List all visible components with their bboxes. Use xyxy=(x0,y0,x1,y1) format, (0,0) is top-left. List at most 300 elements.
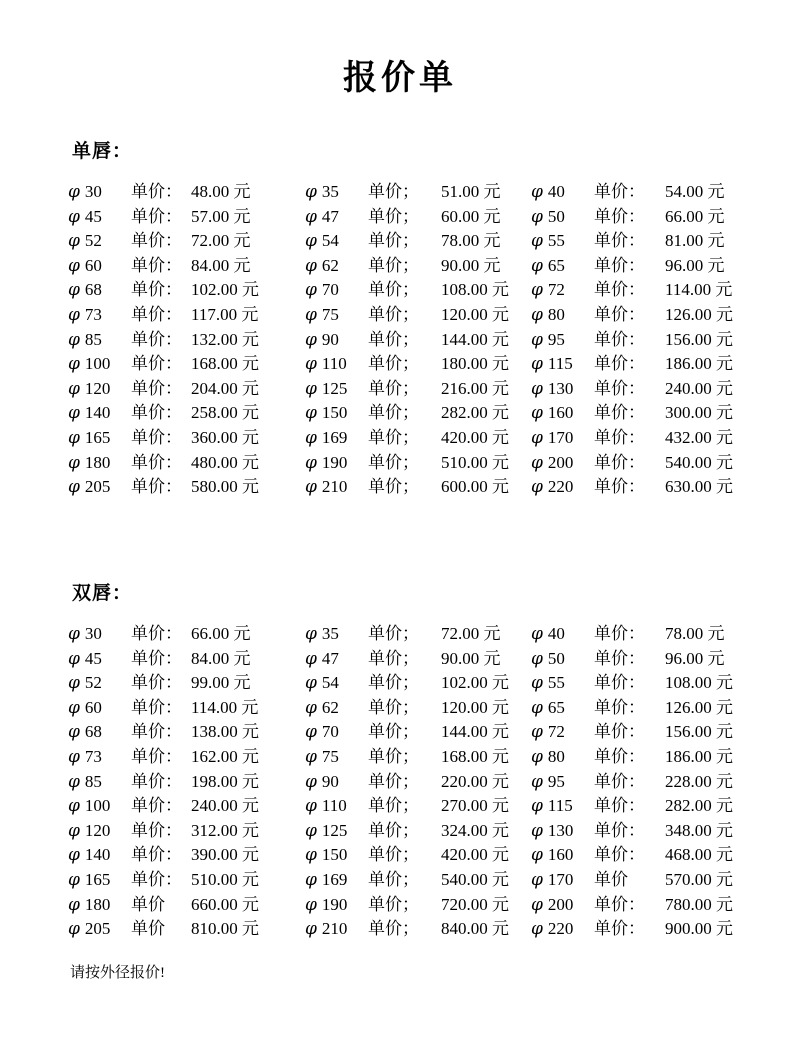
price-cell xyxy=(68,917,305,942)
diameter xyxy=(305,868,368,893)
price-cell xyxy=(531,377,770,402)
price-value: 72.00 元 xyxy=(191,231,251,251)
diameter xyxy=(68,205,131,230)
price-cell xyxy=(305,696,531,721)
phi-diameter-symbol: φ xyxy=(68,280,80,301)
price-cell xyxy=(305,401,531,426)
diameter xyxy=(68,303,131,328)
diameter xyxy=(531,377,594,402)
price-cell xyxy=(305,720,531,745)
unit-price-label: 单价； xyxy=(368,845,419,865)
section-heading-double-lip: 双唇： xyxy=(72,583,133,604)
diameter xyxy=(68,843,131,868)
price-cell xyxy=(305,426,531,451)
price-cell xyxy=(305,647,531,672)
price-row xyxy=(68,720,770,745)
price-value: 630.00 元 xyxy=(665,477,733,497)
diameter xyxy=(305,426,368,451)
diameter xyxy=(68,770,131,795)
phi-diameter-symbol: φ xyxy=(68,796,80,817)
price-value: 660.00 元 xyxy=(191,894,259,914)
diameter-value: 45 xyxy=(84,648,102,668)
price-cell xyxy=(68,180,305,205)
phi-diameter-symbol: φ xyxy=(68,869,80,890)
unit-price-label: 单价： xyxy=(131,231,182,251)
price-cell xyxy=(531,451,770,476)
price-value: 510.00 元 xyxy=(441,452,509,472)
phi-diameter-symbol: φ xyxy=(531,231,543,252)
price-cell xyxy=(305,819,531,844)
diameter xyxy=(531,352,594,377)
diameter-value: 47 xyxy=(321,648,339,668)
price-value: 108.00 元 xyxy=(665,673,733,693)
price-value: 132.00 元 xyxy=(191,329,259,349)
price-value: 198.00 元 xyxy=(191,771,259,791)
price-list-single-lip xyxy=(68,180,770,500)
price-cell xyxy=(68,819,305,844)
price-cell xyxy=(305,254,531,279)
price-row xyxy=(68,278,770,303)
diameter-value: 205 xyxy=(84,477,111,497)
unit-price-label: 单价； xyxy=(368,378,419,398)
diameter-value: 200 xyxy=(547,894,574,914)
diameter-value: 150 xyxy=(321,403,348,423)
diameter-value: 220 xyxy=(547,919,574,939)
price-cell xyxy=(68,278,305,303)
unit-price-label: 单价； xyxy=(368,894,419,914)
phi-diameter-symbol: φ xyxy=(305,403,317,424)
price-cell xyxy=(531,794,770,819)
phi-diameter-symbol: φ xyxy=(68,182,80,202)
phi-diameter-symbol: φ xyxy=(531,452,543,473)
phi-diameter-symbol: φ xyxy=(305,452,317,473)
phi-diameter-symbol: φ xyxy=(305,894,317,915)
price-value: 186.00 元 xyxy=(665,354,733,374)
phi-diameter-symbol: φ xyxy=(68,255,80,276)
diameter xyxy=(531,720,594,745)
unit-price-label: 单价： xyxy=(594,255,645,275)
phi-diameter-symbol: φ xyxy=(305,206,317,227)
diameter xyxy=(68,622,131,647)
phi-diameter-symbol: φ xyxy=(305,477,317,498)
diameter-value: 180 xyxy=(84,452,111,472)
price-value: 240.00 元 xyxy=(191,796,259,816)
diameter xyxy=(305,622,368,647)
price-row xyxy=(68,451,770,476)
price-cell xyxy=(68,205,305,230)
diameter-value: 55 xyxy=(547,673,565,693)
price-cell xyxy=(305,893,531,918)
price-row xyxy=(68,180,770,205)
diameter xyxy=(68,868,131,893)
price-value: 220.00 元 xyxy=(441,771,509,791)
diameter xyxy=(68,720,131,745)
unit-price-label: 单价： xyxy=(131,477,182,497)
diameter-value: 40 xyxy=(547,182,565,201)
price-row xyxy=(68,205,770,230)
price-cell xyxy=(531,696,770,721)
price-cell xyxy=(68,647,305,672)
price-value: 540.00 元 xyxy=(441,869,509,889)
phi-diameter-symbol: φ xyxy=(531,403,543,424)
phi-diameter-symbol: φ xyxy=(531,722,543,743)
unit-price-label: 单价： xyxy=(131,304,182,324)
diameter xyxy=(305,328,368,353)
phi-diameter-symbol: φ xyxy=(531,894,543,915)
diameter xyxy=(305,917,368,942)
price-cell xyxy=(305,303,531,328)
unit-price-label: 单价； xyxy=(368,427,419,447)
unit-price-label: 单价； xyxy=(368,354,419,374)
diameter-value: 130 xyxy=(547,820,574,840)
diameter-value: 75 xyxy=(321,746,339,766)
diameter-value: 190 xyxy=(321,452,348,472)
price-value: 390.00 元 xyxy=(191,845,259,865)
unit-price-label: 单价： xyxy=(594,427,645,447)
diameter-value: 115 xyxy=(547,354,573,374)
phi-diameter-symbol: φ xyxy=(531,182,543,202)
unit-price-label: 单价： xyxy=(131,427,182,447)
price-value: 204.00 元 xyxy=(191,378,259,398)
unit-price-label: 单价： xyxy=(594,329,645,349)
phi-diameter-symbol: φ xyxy=(531,919,543,940)
diameter-value: 73 xyxy=(84,746,102,766)
price-cell xyxy=(305,451,531,476)
price-cell xyxy=(68,720,305,745)
unit-price-label: 单价； xyxy=(368,869,419,889)
diameter-value: 52 xyxy=(84,673,102,693)
unit-price-label: 单价： xyxy=(131,182,182,201)
phi-diameter-symbol: φ xyxy=(68,624,80,644)
price-value: 66.00 元 xyxy=(191,624,251,643)
unit-price-label: 单价： xyxy=(594,919,645,939)
diameter-value: 115 xyxy=(547,796,573,816)
unit-price-label: 单价： xyxy=(131,648,182,668)
price-cell xyxy=(531,720,770,745)
unit-price-label: 单价： xyxy=(131,673,182,693)
diameter xyxy=(531,647,594,672)
diameter-value: 85 xyxy=(84,771,102,791)
diameter-value: 55 xyxy=(547,231,565,251)
unit-price-label: 单价 xyxy=(594,869,628,889)
price-cell xyxy=(305,475,531,500)
unit-price-label: 单价： xyxy=(131,255,182,275)
diameter-value: 85 xyxy=(84,329,102,349)
diameter-value: 165 xyxy=(84,869,111,889)
phi-diameter-symbol: φ xyxy=(305,304,317,325)
phi-diameter-symbol: φ xyxy=(305,427,317,448)
diameter-value: 75 xyxy=(321,304,339,324)
phi-diameter-symbol: φ xyxy=(305,255,317,276)
price-value: 258.00 元 xyxy=(191,403,259,423)
price-cell xyxy=(68,622,305,647)
phi-diameter-symbol: φ xyxy=(531,427,543,448)
price-value: 480.00 元 xyxy=(191,452,259,472)
price-cell xyxy=(531,278,770,303)
diameter xyxy=(531,770,594,795)
diameter-value: 47 xyxy=(321,206,339,226)
diameter xyxy=(305,229,368,254)
price-value: 54.00 元 xyxy=(665,182,725,201)
phi-diameter-symbol: φ xyxy=(68,427,80,448)
diameter xyxy=(68,426,131,451)
diameter-value: 50 xyxy=(547,648,565,668)
diameter-value: 100 xyxy=(84,796,111,816)
unit-price-label: 单价： xyxy=(594,796,645,816)
phi-diameter-symbol: φ xyxy=(305,869,317,890)
price-cell xyxy=(68,770,305,795)
unit-price-label: 单价： xyxy=(131,354,182,374)
diameter-value: 125 xyxy=(321,820,348,840)
diameter-value: 50 xyxy=(547,206,565,226)
price-row xyxy=(68,843,770,868)
price-cell xyxy=(305,328,531,353)
price-cell xyxy=(531,229,770,254)
price-cell xyxy=(531,303,770,328)
diameter-value: 100 xyxy=(84,354,111,374)
diameter-value: 65 xyxy=(547,255,565,275)
price-cell xyxy=(68,671,305,696)
diameter xyxy=(531,401,594,426)
price-cell xyxy=(531,745,770,770)
price-cell xyxy=(305,917,531,942)
price-value: 114.00 元 xyxy=(665,280,733,300)
unit-price-label: 单价； xyxy=(368,182,419,201)
unit-price-label: 单价： xyxy=(131,771,182,791)
phi-diameter-symbol: φ xyxy=(531,697,543,718)
diameter-value: 40 xyxy=(547,624,565,643)
price-cell xyxy=(68,794,305,819)
price-row xyxy=(68,770,770,795)
phi-diameter-symbol: φ xyxy=(531,648,543,669)
phi-diameter-symbol: φ xyxy=(305,722,317,743)
phi-diameter-symbol: φ xyxy=(68,820,80,841)
diameter-value: 190 xyxy=(321,894,348,914)
diameter-value: 90 xyxy=(321,771,339,791)
diameter xyxy=(68,352,131,377)
diameter-value: 80 xyxy=(547,746,565,766)
diameter xyxy=(531,819,594,844)
unit-price-label: 单价； xyxy=(368,697,419,717)
price-value: 186.00 元 xyxy=(665,746,733,766)
diameter xyxy=(305,794,368,819)
price-value: 96.00 元 xyxy=(665,648,725,668)
price-cell xyxy=(68,229,305,254)
price-cell xyxy=(68,868,305,893)
unit-price-label: 单价： xyxy=(131,329,182,349)
diameter-value: 130 xyxy=(547,378,574,398)
diameter xyxy=(531,868,594,893)
price-row xyxy=(68,647,770,672)
diameter-value: 170 xyxy=(547,427,574,447)
price-cell xyxy=(68,843,305,868)
price-value: 138.00 元 xyxy=(191,722,259,742)
phi-diameter-symbol: φ xyxy=(68,206,80,227)
price-value: 840.00 元 xyxy=(441,919,509,939)
unit-price-label: 单价： xyxy=(594,771,645,791)
diameter xyxy=(305,377,368,402)
price-row xyxy=(68,352,770,377)
phi-diameter-symbol: φ xyxy=(68,452,80,473)
diameter xyxy=(531,671,594,696)
price-cell xyxy=(531,819,770,844)
diameter xyxy=(531,205,594,230)
diameter xyxy=(305,254,368,279)
price-value: 900.00 元 xyxy=(665,919,733,939)
unit-price-label: 单价： xyxy=(131,378,182,398)
diameter-value: 95 xyxy=(547,771,565,791)
price-cell xyxy=(68,745,305,770)
price-cell xyxy=(531,671,770,696)
diameter xyxy=(531,180,594,205)
unit-price-label: 单价： xyxy=(131,206,182,226)
price-cell xyxy=(305,229,531,254)
diameter xyxy=(305,770,368,795)
diameter-value: 72 xyxy=(547,280,565,300)
diameter-value: 205 xyxy=(84,919,111,939)
price-cell xyxy=(68,426,305,451)
price-value: 57.00 元 xyxy=(191,206,251,226)
price-list-double-lip xyxy=(68,622,770,942)
price-value: 510.00 元 xyxy=(191,869,259,889)
diameter xyxy=(305,352,368,377)
unit-price-label: 单价： xyxy=(594,280,645,300)
price-value: 228.00 元 xyxy=(665,771,733,791)
price-cell xyxy=(68,328,305,353)
price-value: 348.00 元 xyxy=(665,820,733,840)
phi-diameter-symbol: φ xyxy=(68,354,80,375)
unit-price-label: 单价； xyxy=(368,673,419,693)
price-value: 580.00 元 xyxy=(191,477,259,497)
price-row xyxy=(68,868,770,893)
diameter-value: 35 xyxy=(321,182,339,201)
price-value: 324.00 元 xyxy=(441,820,509,840)
diameter xyxy=(305,451,368,476)
unit-price-label: 单价： xyxy=(594,673,645,693)
price-value: 600.00 元 xyxy=(441,477,509,497)
price-cell xyxy=(68,254,305,279)
diameter xyxy=(531,451,594,476)
section-single-lip xyxy=(68,136,770,500)
diameter-value: 125 xyxy=(321,378,348,398)
diameter-value: 52 xyxy=(84,231,102,251)
price-row xyxy=(68,377,770,402)
phi-diameter-symbol: φ xyxy=(305,845,317,866)
diameter xyxy=(305,475,368,500)
price-value: 540.00 元 xyxy=(665,452,733,472)
price-value: 282.00 元 xyxy=(665,796,733,816)
price-value: 78.00 元 xyxy=(441,231,501,251)
phi-diameter-symbol: φ xyxy=(68,648,80,669)
unit-price-label: 单价； xyxy=(368,255,419,275)
unit-price-label: 单价： xyxy=(594,624,645,643)
price-value: 180.00 元 xyxy=(441,354,509,374)
phi-diameter-symbol: φ xyxy=(531,477,543,498)
price-row xyxy=(68,328,770,353)
diameter xyxy=(68,745,131,770)
price-cell xyxy=(531,917,770,942)
price-cell xyxy=(68,352,305,377)
unit-price-label: 单价： xyxy=(131,869,182,889)
price-cell xyxy=(305,745,531,770)
phi-diameter-symbol: φ xyxy=(305,796,317,817)
price-row xyxy=(68,475,770,500)
price-value: 126.00 元 xyxy=(665,697,733,717)
price-cell xyxy=(305,377,531,402)
diameter-value: 45 xyxy=(84,206,102,226)
price-cell xyxy=(531,622,770,647)
phi-diameter-symbol: φ xyxy=(531,673,543,694)
diameter xyxy=(305,205,368,230)
price-row xyxy=(68,622,770,647)
diameter xyxy=(68,475,131,500)
price-cell xyxy=(68,893,305,918)
price-row xyxy=(68,254,770,279)
diameter-value: 90 xyxy=(321,329,339,349)
price-cell xyxy=(68,451,305,476)
diameter-value: 70 xyxy=(321,722,339,742)
diameter xyxy=(305,671,368,696)
price-cell xyxy=(531,328,770,353)
unit-price-label: 单价： xyxy=(131,820,182,840)
unit-price-label: 单价： xyxy=(131,697,182,717)
diameter-value: 120 xyxy=(84,820,111,840)
diameter xyxy=(531,696,594,721)
unit-price-label: 单价： xyxy=(594,477,645,497)
diameter-value: 220 xyxy=(547,477,574,497)
price-value: 84.00 元 xyxy=(191,255,251,275)
footer-note: 请按外径报价! xyxy=(70,965,165,981)
unit-price-label: 单价： xyxy=(594,845,645,865)
price-value: 108.00 元 xyxy=(441,280,509,300)
price-row xyxy=(68,917,770,942)
price-value: 432.00 元 xyxy=(665,427,733,447)
phi-diameter-symbol: φ xyxy=(531,354,543,375)
diameter-value: 80 xyxy=(547,304,565,324)
price-value: 168.00 元 xyxy=(191,354,259,374)
diameter xyxy=(531,328,594,353)
price-value: 720.00 元 xyxy=(441,894,509,914)
diameter xyxy=(305,843,368,868)
price-row xyxy=(68,671,770,696)
diameter-value: 54 xyxy=(321,673,339,693)
price-value: 48.00 元 xyxy=(191,182,251,201)
price-value: 120.00 元 xyxy=(441,697,509,717)
diameter xyxy=(68,451,131,476)
price-row xyxy=(68,426,770,451)
diameter xyxy=(68,229,131,254)
unit-price-label: 单价； xyxy=(368,648,419,668)
diameter xyxy=(305,180,368,205)
diameter xyxy=(531,794,594,819)
diameter-value: 150 xyxy=(321,845,348,865)
phi-diameter-symbol: φ xyxy=(305,673,317,694)
section-double-lip xyxy=(68,578,770,942)
price-value: 114.00 元 xyxy=(191,697,259,717)
price-value: 156.00 元 xyxy=(665,329,733,349)
phi-diameter-symbol: φ xyxy=(531,378,543,399)
phi-diameter-symbol: φ xyxy=(531,255,543,276)
price-value: 90.00 元 xyxy=(441,648,501,668)
diameter-value: 170 xyxy=(547,869,574,889)
price-cell xyxy=(531,401,770,426)
section-heading-single-lip: 单唇： xyxy=(72,141,133,162)
diameter-value: 73 xyxy=(84,304,102,324)
price-row xyxy=(68,401,770,426)
phi-diameter-symbol: φ xyxy=(68,403,80,424)
phi-diameter-symbol: φ xyxy=(68,722,80,743)
phi-diameter-symbol: φ xyxy=(305,746,317,767)
